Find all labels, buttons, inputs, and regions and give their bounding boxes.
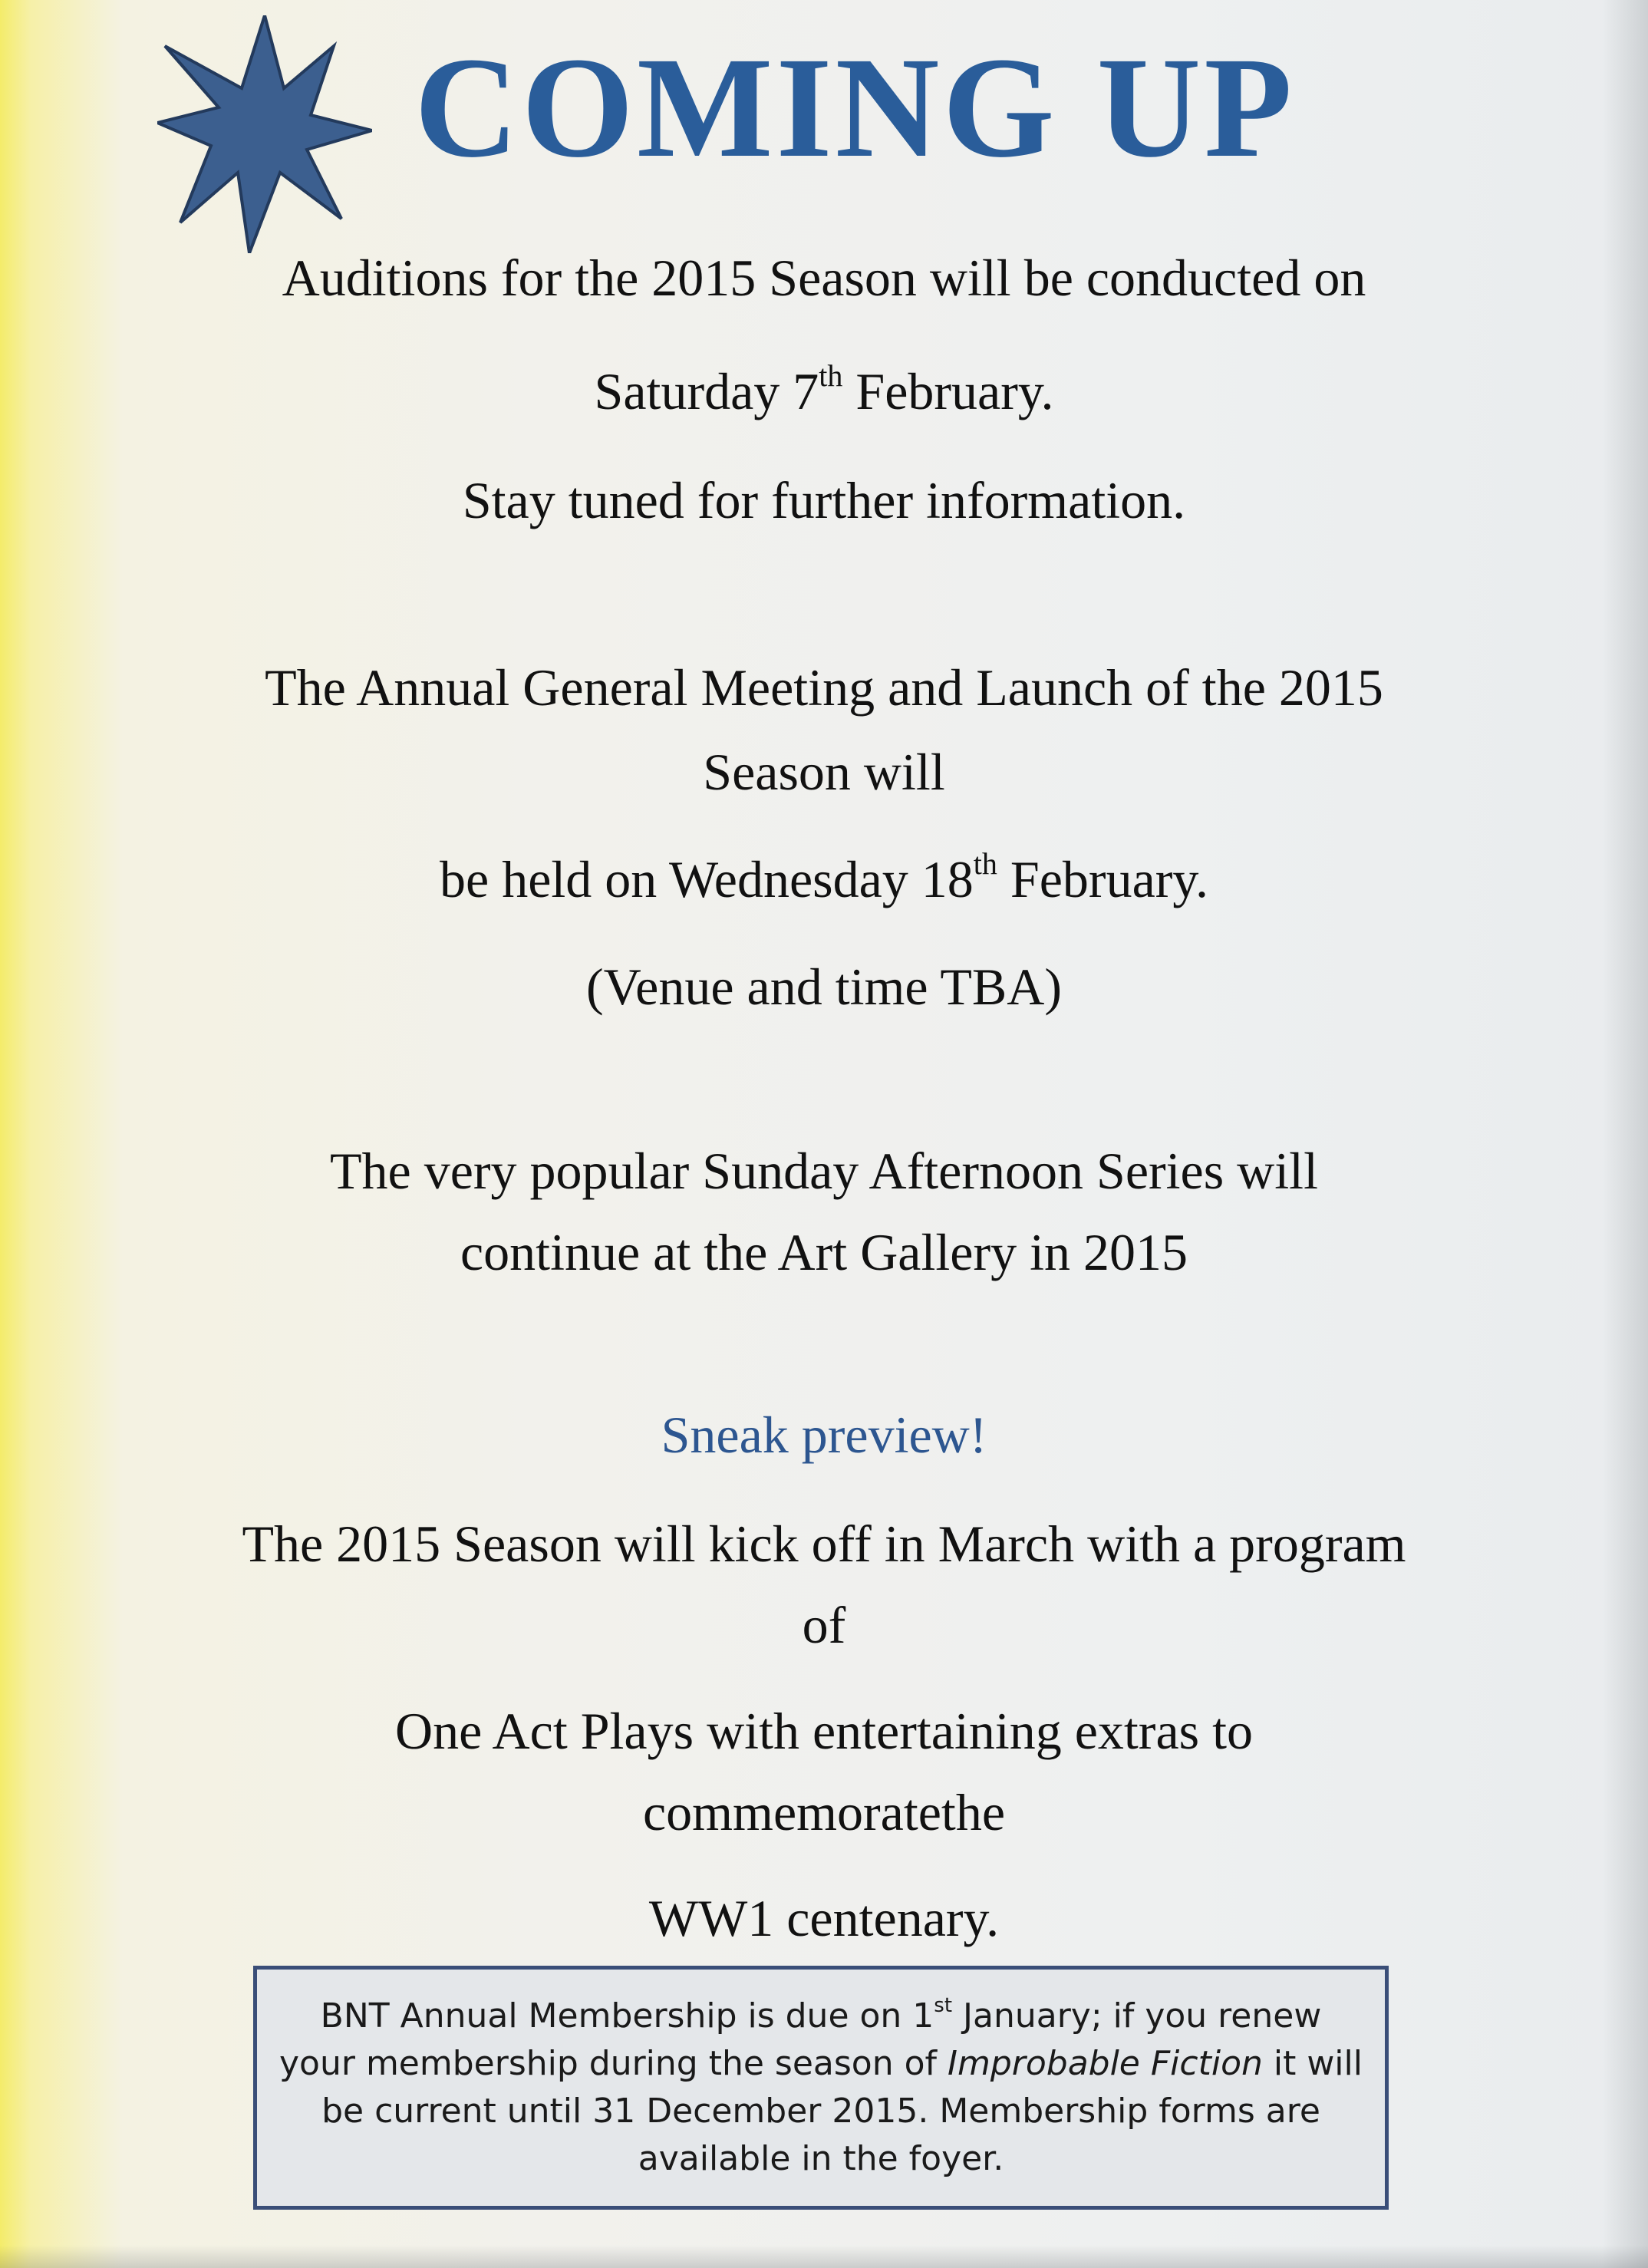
membership-date-suffix: st bbox=[934, 1994, 953, 2018]
sunday-series-line-2: continue at the Art Gallery in 2015 bbox=[460, 1223, 1188, 1281]
auditions-date-text: Saturday 7 bbox=[594, 362, 819, 420]
auditions-date-month: February. bbox=[842, 362, 1054, 420]
agm-date-text: be held on Wednesday 18 bbox=[440, 850, 974, 908]
membership-line-1-rest: January; if you renew bbox=[952, 1996, 1322, 2036]
agm-date bbox=[0, 846, 1648, 910]
membership-notice-box bbox=[253, 1966, 1389, 2210]
preview-line-3: One Act Plays with entertaining extras to bbox=[395, 1702, 1253, 1760]
membership-line-2-rest: it will bbox=[1262, 2044, 1363, 2083]
agm-date-month: February. bbox=[997, 850, 1208, 908]
membership-line-2-text: your membership during the season of bbox=[279, 2044, 948, 2083]
membership-line-2 bbox=[272, 2040, 1369, 2088]
production-title: Improbable Fiction bbox=[947, 2044, 1263, 2083]
starburst-icon bbox=[157, 15, 372, 253]
agm-venue: (Venue and time TBA) bbox=[585, 958, 1063, 1016]
auditions-line-1: Auditions for the 2015 Season will be conducted on bbox=[282, 249, 1366, 307]
auditions-date bbox=[0, 358, 1648, 422]
agm-line-2: Season will bbox=[703, 743, 945, 801]
sneak-preview-heading: Sneak preview! bbox=[661, 1406, 987, 1464]
sunday-series-line-1: The very popular Sunday Afternoon Series will bbox=[330, 1142, 1318, 1200]
agm-line-1: The Annual General Meeting and Launch of the 2015 bbox=[265, 658, 1383, 717]
bottom-shadow bbox=[0, 2245, 1648, 2268]
membership-line-1 bbox=[272, 1993, 1369, 2040]
starburst-shape bbox=[157, 15, 372, 253]
preview-line-2: of bbox=[802, 1596, 846, 1654]
page-title: COMING UP bbox=[414, 27, 1296, 187]
agm-date-suffix: th bbox=[973, 846, 997, 882]
auditions-line-3: Stay tuned for further information. bbox=[462, 471, 1186, 529]
preview-line-5: WW1 centenary. bbox=[648, 1889, 1000, 1947]
membership-line-3: be current until 31 December 2015. Membership forms are bbox=[321, 2092, 1320, 2131]
preview-line-4: commemoratethe bbox=[642, 1783, 1005, 1841]
preview-line-1: The 2015 Season will kick off in March with a program bbox=[242, 1515, 1406, 1573]
membership-line-4: available in the foyer. bbox=[638, 2139, 1004, 2178]
membership-line-1-text: BNT Annual Membership is due on 1 bbox=[320, 1996, 934, 2036]
auditions-date-suffix: th bbox=[819, 358, 843, 394]
